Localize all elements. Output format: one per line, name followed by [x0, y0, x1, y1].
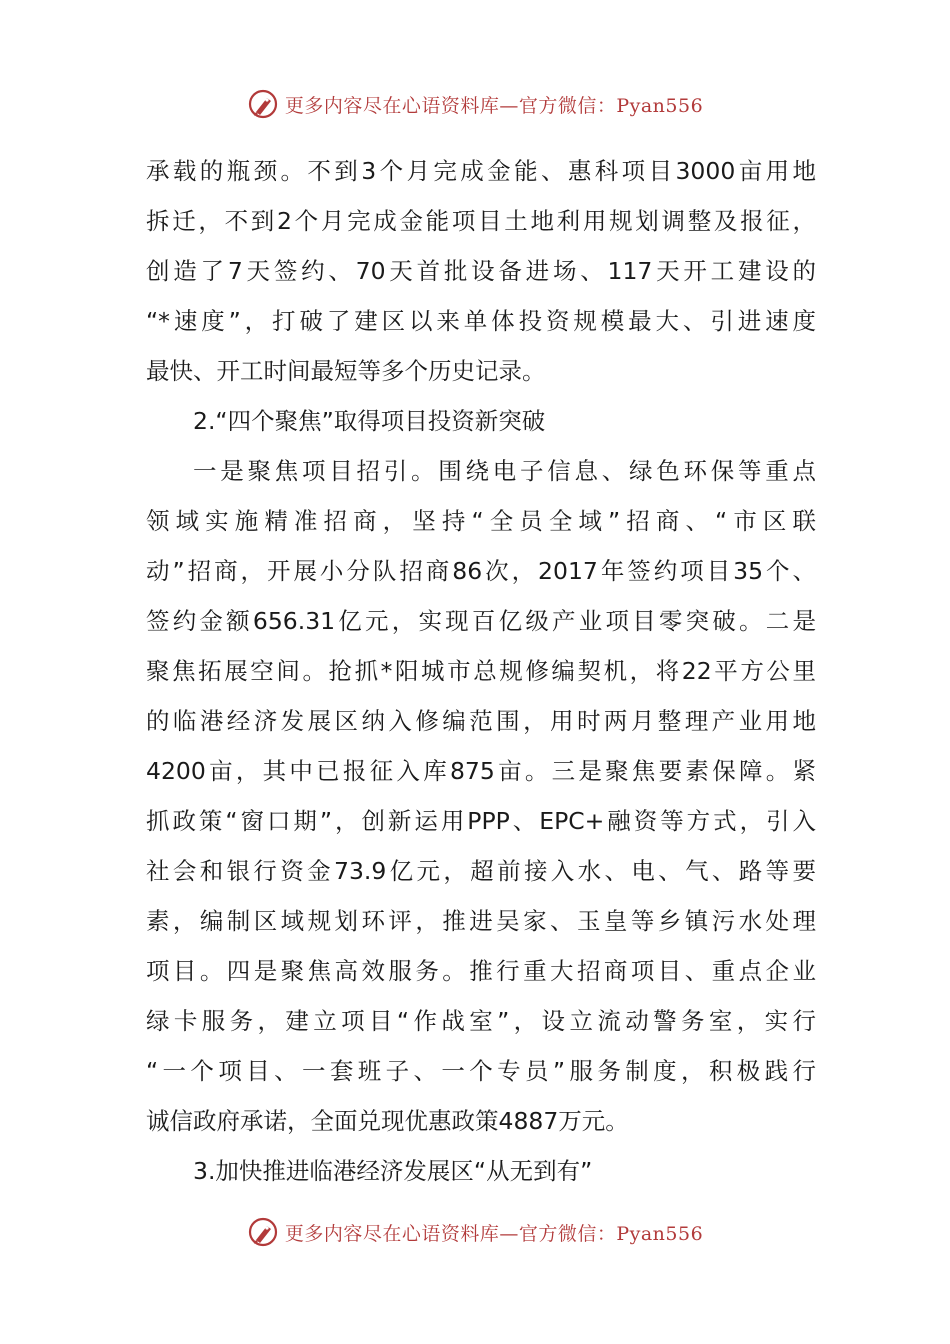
page-footer [0, 1212, 950, 1252]
section-heading: 2.“四个聚焦”取得项目投资新突破 [193, 407, 546, 435]
footer-banner [247, 1216, 703, 1248]
paragraph-line: “*速度”，打破了建区以来单体投资规模最大、引进速度 [146, 307, 816, 335]
paragraph-line: 签约金额656.31亿元，实现百亿级产业项目零突破。二是 [146, 607, 816, 635]
paragraph-line: “一个项目、一套班子、一个专员”服务制度，积极践行 [146, 1057, 816, 1085]
paragraph-line: 项目。四是聚焦高效服务。推行重大招商项目、重点企业 [146, 957, 816, 985]
paragraph-line: 抓政策“窗口期”，创新运用PPP、EPC+融资等方式，引入 [146, 807, 816, 835]
paragraph-line: 最快、开工时间最短等多个历史记录。 [146, 357, 546, 385]
paragraph-line: 拆迁，不到2个月完成金能项目土地利用规划调整及报征， [146, 207, 816, 235]
paragraph-line: 动”招商，开展小分队招商86次，2017年签约项目35个、 [146, 557, 816, 585]
paragraph-line: 诚信政府承诺，全面兑现优惠政策4887万元。 [146, 1107, 629, 1135]
header-banner [247, 88, 703, 120]
header-banner-text: 更多内容尽在心语资料库—官方微信：Pyan556 [284, 94, 704, 117]
pen-nib-logo-icon [247, 88, 279, 120]
paragraph-line: 一是聚焦项目招引。围绕电子信息、绿色环保等重点 [193, 457, 816, 485]
paragraph-line: 承载的瓶颈。不到3个月完成金能、惠科项目3000亩用地 [146, 157, 816, 185]
footer-banner-text: 更多内容尽在心语资料库—官方微信：Pyan556 [284, 1222, 704, 1245]
paragraph-line: 绿卡服务，建立项目“作战室”，设立流动警务室，实行 [146, 1007, 816, 1035]
pen-nib-logo-icon [247, 1216, 279, 1248]
paragraph-line: 的临港经济发展区纳入修编范围，用时两月整理产业用地 [146, 707, 816, 735]
page-header [0, 84, 950, 124]
paragraph-line: 社会和银行资金73.9亿元，超前接入水、电、气、路等要 [146, 857, 816, 885]
paragraph-line: 素，编制区域规划环评，推进吴家、玉皇等乡镇污水处理 [146, 907, 816, 935]
paragraph-line: 创造了7天签约、70天首批设备进场、117天开工建设的 [146, 257, 816, 285]
paragraph-line: 4200亩，其中已报征入库875亩。三是聚焦要素保障。紧 [146, 757, 816, 785]
paragraph-line: 领域实施精准招商，坚持“全员全域”招商、“市区联 [146, 507, 816, 535]
document-body [146, 146, 816, 1196]
section-heading: 3.加快推进临港经济发展区“从无到有” [193, 1157, 593, 1185]
paragraph-line: 聚焦拓展空间。抢抓*阳城市总规修编契机，将22平方公里 [146, 657, 816, 685]
